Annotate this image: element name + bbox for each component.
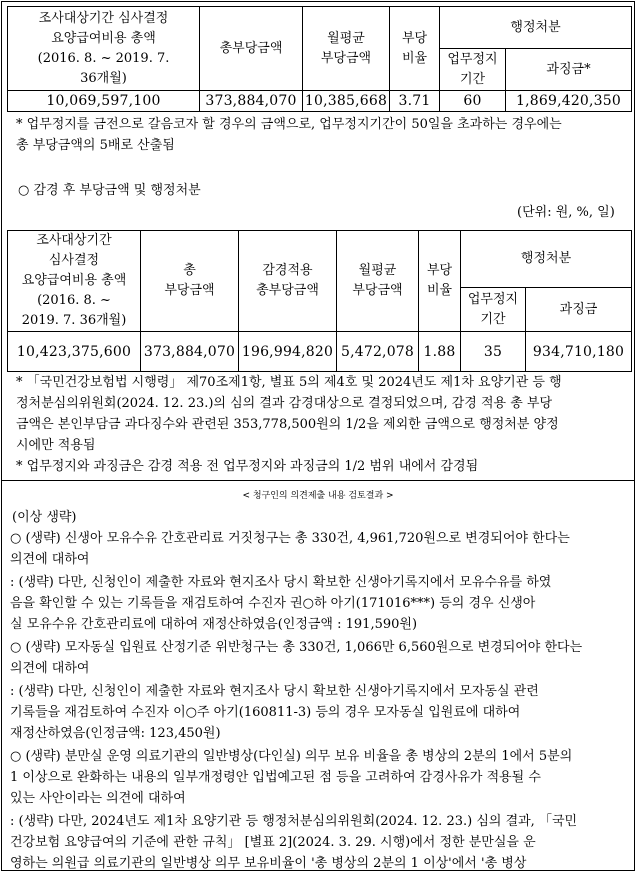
header-fine: 과징금 — [526, 288, 632, 332]
cell-reduced-total: 196,994,820 — [239, 332, 337, 372]
review-line: 음을 확인할 수 있는 기록들을 재검토하여 수진자 권○하 아기(171016***) 등의 경우 신생아 — [10, 596, 536, 611]
review-title: < 청구인의 의견제출 내용 검토결과 > — [242, 491, 394, 501]
note2-line: 정처분심의위원회(2024. 12. 23.)의 심의 결과 감경대상으로 결정되었으며, 감경 적용 총 부당 — [16, 396, 553, 411]
header-admin-action: 행정처분 — [440, 7, 632, 49]
review-line: 의견에 대하여 — [10, 661, 90, 676]
cell-ratio: 1.88 — [419, 332, 461, 372]
header-reduced-total: 감경적용 총부당금액 — [239, 231, 337, 332]
review-line: 있는 사안이라는 의견에 대하여 — [10, 791, 186, 806]
review-line: ○ (생략) 모자동실 입원료 산정기준 위반청구는 총 330건, 1,066만 6,560원으로 변경되어야 한다는 — [10, 640, 583, 655]
note2-line: * 업무정지와 과징금은 감경 적용 전 업무정지와 과징금의 1/2 범위 내에서 감경됨 — [16, 459, 479, 474]
note2-line: 금액은 본인부담금 과다징수와 관련된 353,778,500원의 1/2을 제외한 금액으로 행정처분 양정 — [16, 417, 559, 432]
cell-ratio: 3.71 — [390, 91, 440, 112]
cell-suspension-days: 35 — [461, 332, 526, 372]
cell-fine: 934,710,180 — [526, 332, 632, 372]
cell-period-total: 10,423,375,600 — [8, 332, 141, 372]
table-row — [8, 332, 632, 372]
review-line: 재정산하였음(인정금액: 123,450원) — [10, 726, 221, 741]
review-line: : (생략) 다만, 신청인이 제출한 자료와 현지조사 당시 확보한 신생아기록지에서 모유수유를 하였 — [10, 575, 552, 590]
header-ratio: 부당 비율 — [419, 231, 461, 332]
review-line: 기록들을 재검토하여 수진자 이○주 아기(160811-3) 등의 경우 모자동실 입원료에 대하여 — [10, 705, 521, 720]
header-review-period: 조사대상기간 심사결정 요양급여비용 총액 (2016. 8. ~ 2019. 7. 36개월) — [8, 7, 200, 91]
cell-total-unjust: 373,884,070 — [200, 91, 303, 112]
note1-line: * 업무정지를 금전으로 갈음코자 할 경우의 금액으로, 업무정지기간이 50일을 초과하는 경우에는 — [16, 117, 562, 132]
note2-line: * 「국민건강보험법 시행령」 제70조제1항, 별표 5의 제4호 및 2024년도 제1차 요양기관 등 행 — [16, 375, 562, 390]
section-divider — [2, 480, 634, 481]
cell-monthly-avg: 5,472,078 — [337, 332, 419, 372]
note1-line: 총 부당금액의 5배로 산출됨 — [16, 138, 175, 153]
review-line: 건강보험 요양급여의 기준에 관한 규칙」 [별표 2](2024. 3. 29. 시행)에서 정한 분만실을 운 — [10, 835, 536, 850]
review-line: (이상 생략) — [12, 510, 77, 525]
penalty-table-after-reduction — [7, 230, 632, 372]
review-line: ○ (생략) 신생아 모유수유 간호관리료 거짓청구는 총 330건, 4,961,720원으로 변경되어야 한다는 — [10, 531, 570, 546]
header-suspension-period: 업무정지 기간 — [461, 288, 526, 332]
cell-fine: 1,869,420,350 — [506, 91, 632, 112]
header-review-period: 조사대상기간 심사결정 요양급여비용 총액 (2016. 8. ~ 2019. 7. 36개월) — [8, 231, 141, 332]
review-line: ○ (생략) 분만실 운영 의료기관의 일반병상(다인실) 의무 보유 비율을 총 병상의 2분의 1에서 5분의 — [10, 749, 573, 764]
unit-label: (단위: 원, %, 일) — [517, 205, 615, 220]
note2-line: 시에만 적용됨 — [16, 438, 96, 453]
review-line: 1 이상으로 완화하는 내용의 일부개정령안 입법예고된 점 등을 고려하여 감경사유가 적용될 수 — [10, 770, 541, 785]
cell-monthly-avg: 10,385,668 — [303, 91, 390, 112]
cell-suspension-days: 60 — [440, 91, 506, 112]
table-row — [8, 91, 632, 112]
header-admin-action: 행정처분 — [461, 231, 632, 288]
header-total-unjust-amount: 총부당금액 — [200, 7, 303, 91]
header-suspension-period: 업무정지 기간 — [440, 49, 506, 91]
section-title: ○ 감경 후 부당금액 및 행정처분 — [18, 183, 201, 198]
header-monthly-avg: 월평균 부당금액 — [303, 7, 390, 91]
review-line: : (생략) 다만, 신청인이 제출한 자료와 현지조사 당시 확보한 신생아기록지에서 모자동실 관련 — [10, 684, 539, 699]
header-total-unjust-amount: 총 부당금액 — [141, 231, 239, 332]
header-fine: 과징금* — [506, 49, 632, 91]
header-monthly-avg: 월평균 부당금액 — [337, 231, 419, 332]
review-line: 실 모유수유 간호관리료에 대하여 재정산하였음(인정금액 : 191,590원) — [10, 617, 418, 632]
cell-period-total: 10,069,597,100 — [8, 91, 200, 112]
review-line: : (생략) 다만, 2024년도 제1차 요양기관 등 행정처분심의위원회(2024. 12. 23.) 심의 결과, 「국민 — [10, 814, 578, 829]
review-line: 영하는 의원급 의료기관의 일반병상 의무 보유비율이 '총 병상의 2분의 1 이상'에서 '총 병상 — [10, 856, 527, 871]
header-ratio: 부당 비율 — [390, 7, 440, 91]
document-frame — [1, 1, 635, 871]
review-line: 의견에 대하여 — [10, 552, 90, 567]
cell-total-unjust: 373,884,070 — [141, 332, 239, 372]
penalty-table-before-reduction — [7, 6, 632, 112]
